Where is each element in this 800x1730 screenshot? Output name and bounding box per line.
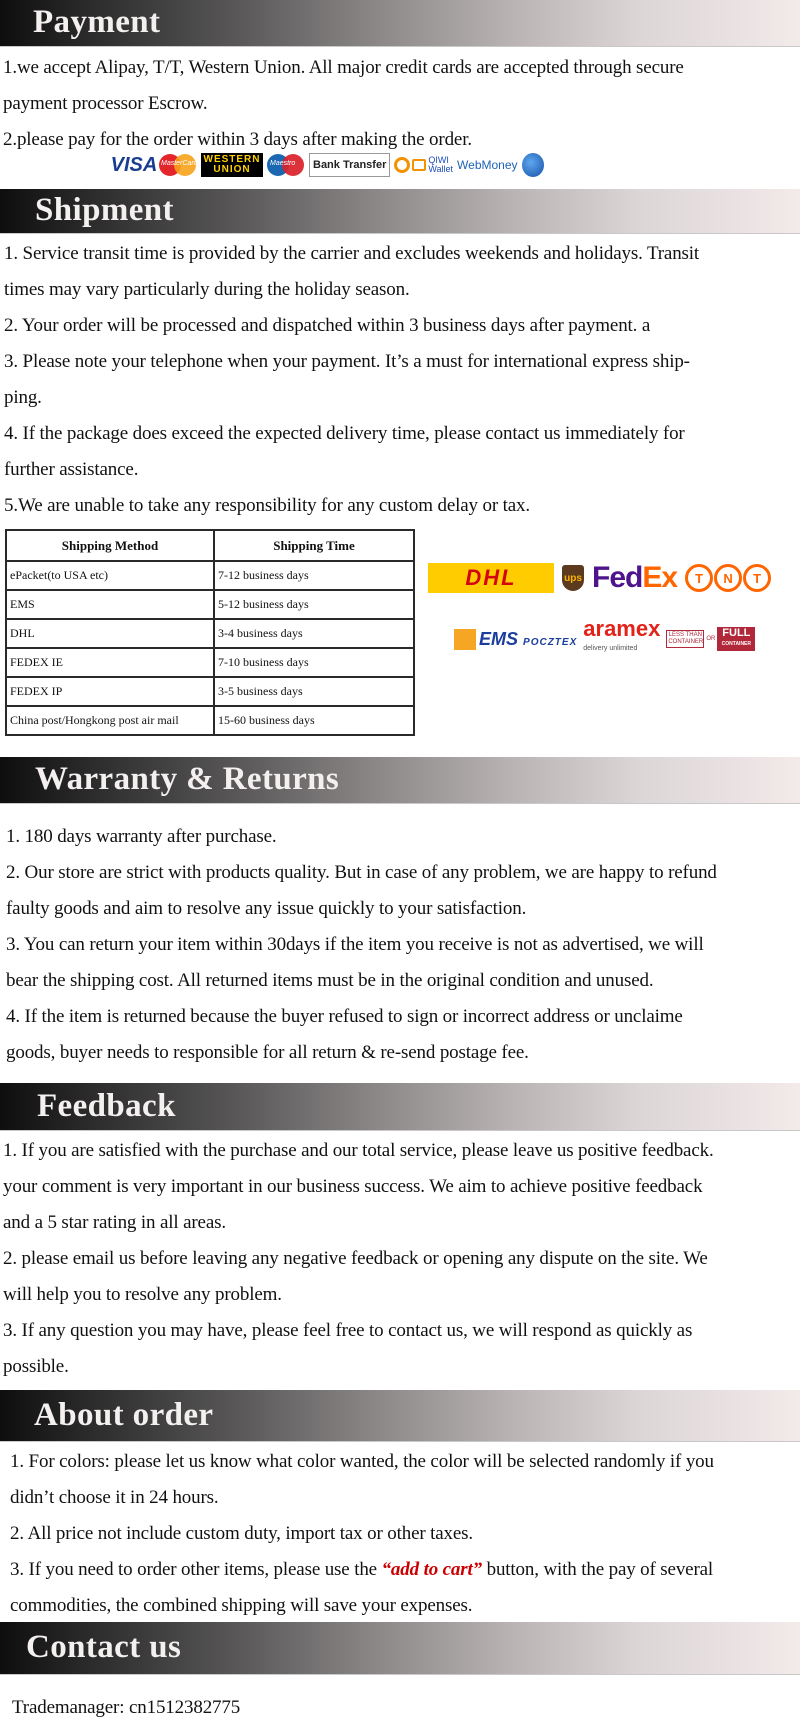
dhl-logo: DHL xyxy=(428,563,554,593)
about-order-title: About order xyxy=(34,1396,214,1433)
contact-title: Contact us xyxy=(26,1628,182,1665)
ups-logo: ups xyxy=(562,565,584,591)
about-order-line: didn’t choose it in 24 hours. xyxy=(10,1487,219,1508)
about-order-line: commodities, the combined shipping will save your expenses. xyxy=(10,1595,473,1616)
payment-header xyxy=(0,0,800,46)
shipment-line: 1. Service transit time is provided by the carrier and excludes weekends and holidays. Transit xyxy=(4,243,700,264)
shipment-line: ping. xyxy=(4,387,42,408)
payment-line: payment processor Escrow. xyxy=(3,93,208,114)
feedback-line: 3. If any question you may have, please feel free to contact us, we will respond as quickly as xyxy=(3,1320,693,1341)
shipping-time-cell: 7-12 business days xyxy=(214,561,414,590)
feedback-line: your comment is very important in our business success. We aim to achieve positive feedback xyxy=(3,1176,703,1197)
shipping-time-cell: 15-60 business days xyxy=(214,706,414,735)
table-row xyxy=(6,677,414,706)
shipment-text xyxy=(4,236,796,524)
feedback-line: will help you to resolve any problem. xyxy=(3,1284,282,1305)
shipping-method-cell: FEDEX IE xyxy=(6,648,214,677)
warranty-line: faulty goods and aim to resolve any issue quickly to your satisfaction. xyxy=(6,898,527,919)
bank-transfer-logo: Bank Transfer xyxy=(309,153,390,177)
shipping-method-cell: China post/Hongkong post air mail xyxy=(6,706,214,735)
about-order-line: 3. If you need to order other items, please use the “add to cart” button, with the pay of several xyxy=(10,1559,714,1580)
carrier-logos-row-2 xyxy=(428,616,800,654)
table-row xyxy=(6,706,414,735)
webmoney-logo: WebMoney xyxy=(457,158,518,172)
shipment-line: times may vary particularly during the holiday season. xyxy=(4,279,410,300)
visa-logo: VISA xyxy=(110,153,158,176)
warranty-line: bear the shipping cost. All returned items must be in the original condition and unused. xyxy=(6,970,654,991)
shipment-title: Shipment xyxy=(35,191,174,228)
feedback-text xyxy=(3,1133,795,1385)
shipment-line: 3. Please note your telephone when your payment. It’s a must for international express ship- xyxy=(4,351,690,372)
tnt-logo: T N T xyxy=(685,564,771,592)
feedback-line: and a 5 star rating in all areas. xyxy=(3,1212,226,1233)
table-row xyxy=(6,561,414,590)
carrier-logos-row-1 xyxy=(428,562,800,594)
shipping-method-cell: ePacket(to USA etc) xyxy=(6,561,214,590)
payment-text xyxy=(3,50,795,158)
table-row xyxy=(6,648,414,677)
about-order-header xyxy=(0,1390,800,1441)
shipping-time-cell: 5-12 business days xyxy=(214,590,414,619)
payment-logos xyxy=(110,150,544,180)
shipment-line: further assistance. xyxy=(4,459,139,480)
fedex-logo: FedEx xyxy=(592,561,678,594)
shipping-method-cell: EMS xyxy=(6,590,214,619)
western-union-logo: WESTERN UNION xyxy=(201,153,263,177)
payment-line: 2.please pay for the order within 3 days after making the order. xyxy=(3,129,472,150)
contact-header xyxy=(0,1622,800,1674)
warranty-line: 2. Our store are strict with products quality. But in case of any problem, we are happy to refund xyxy=(6,862,717,883)
column-header-time: Shipping Time xyxy=(214,530,414,561)
mastercard-logo: MasterCard xyxy=(159,154,197,176)
column-header-method: Shipping Method xyxy=(6,530,214,561)
add-to-cart-highlight: “add to cart” xyxy=(381,1559,482,1580)
warranty-line: goods, buyer needs to responsible for all return & re-send postage fee. xyxy=(6,1042,529,1063)
qiwi-wallet-logo: QIWI Wallet xyxy=(394,156,453,174)
warranty-text xyxy=(6,819,798,1071)
warranty-line: 4. If the item is returned because the buyer refused to sign or incorrect address or unclaime xyxy=(6,1006,683,1027)
warranty-title: Warranty & Returns xyxy=(35,760,340,797)
table-header-row xyxy=(6,530,414,561)
table-row xyxy=(6,619,414,648)
shipping-time-cell: 3-5 business days xyxy=(214,677,414,706)
shipping-time-cell: 3-4 business days xyxy=(214,619,414,648)
feedback-title: Feedback xyxy=(37,1087,176,1124)
payment-title: Payment xyxy=(33,3,161,40)
about-order-line: 2. All price not include custom duty, import tax or other taxes. xyxy=(10,1523,474,1544)
feedback-line: 2. please email us before leaving any negative feedback or opening any dispute on the site. We xyxy=(3,1248,708,1269)
container-shipping-logo: LESS THAN CONTAINER OR FULL CONTAINER xyxy=(666,627,755,651)
shipment-line: 4. If the package does exceed the expected delivery time, please contact us immediately for xyxy=(4,423,685,444)
shipping-method-cell: DHL xyxy=(6,619,214,648)
shipping-method-cell: FEDEX IP xyxy=(6,677,214,706)
ems-pocztex-logo: EMS POCZTEX xyxy=(454,629,577,650)
wallet-icon xyxy=(412,159,426,171)
shipment-line: 2. Your order will be processed and dispatched within 3 business days after payment. a xyxy=(4,315,651,336)
warranty-header xyxy=(0,757,800,803)
warranty-line: 1. 180 days warranty after purchase. xyxy=(6,826,277,847)
table-row xyxy=(6,590,414,619)
shipping-time-cell: 7-10 business days xyxy=(214,648,414,677)
aramex-logo: aramex delivery unlimited xyxy=(583,616,661,652)
payment-line: 1.we accept Alipay, T/T, Western Union. All major credit cards are accepted through secure xyxy=(3,57,684,78)
shipping-table xyxy=(5,529,415,736)
feedback-line: possible. xyxy=(3,1356,69,1377)
webmoney-globe-icon xyxy=(522,153,544,177)
about-order-line: 1. For colors: please let us know what color wanted, the color will be selected randomly if you xyxy=(10,1451,714,1472)
qiwi-icon xyxy=(394,157,410,173)
shipment-header xyxy=(0,189,800,233)
shipment-line: 5.We are unable to take any responsibility for any custom delay or tax. xyxy=(4,495,530,516)
warranty-line: 3. You can return your item within 30days if the item you receive is not as advertised, we will xyxy=(6,934,704,955)
maestro-logo: Maestro xyxy=(267,154,305,176)
about-order-text xyxy=(10,1444,800,1624)
feedback-header xyxy=(0,1083,800,1130)
contact-text xyxy=(12,1690,800,1726)
trademanager-id: Trademanager: cn1512382775 xyxy=(12,1697,241,1718)
feedback-line: 1. If you are satisfied with the purchase and our total service, please leave us positive feedback. xyxy=(3,1140,714,1161)
